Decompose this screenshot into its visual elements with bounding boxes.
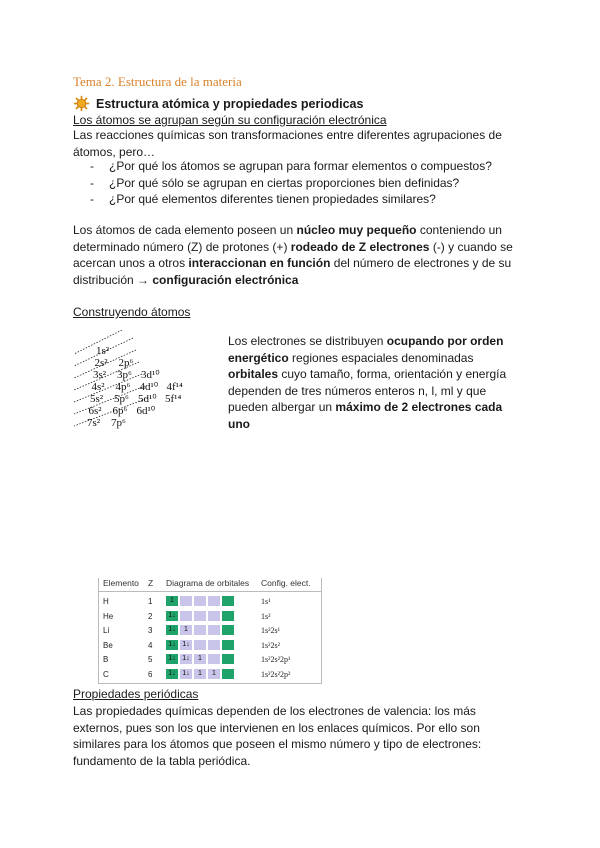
list-item: - ¿Por qué los átomos se agrupan para formar elementos o compuestos? xyxy=(90,159,492,173)
orbital-label: 3s² xyxy=(93,369,107,381)
orbital-box xyxy=(194,596,206,606)
orbital-label: 5s² xyxy=(90,393,104,405)
orbital-label: 6p⁶ xyxy=(112,405,128,417)
atomic-number: 4 xyxy=(148,640,153,650)
intro-paragraph xyxy=(73,127,502,160)
orbital-box: 1 xyxy=(180,625,192,635)
orbital-box: 1 xyxy=(166,596,178,606)
list-item: - ¿Por qué sólo se agrupan en ciertas proporciones bien definidas? xyxy=(90,175,460,190)
orbital-box: 1 xyxy=(194,669,206,679)
orbital-box xyxy=(194,625,206,635)
atomic-number: 6 xyxy=(148,669,153,679)
orbital-label: 3p⁶ xyxy=(117,369,132,381)
atomic-number: 5 xyxy=(148,655,153,664)
orbital-box: 1↓ xyxy=(180,640,192,650)
element-symbol: He xyxy=(103,611,114,621)
orbital-box xyxy=(222,640,234,650)
atomic-number: 2 xyxy=(148,611,153,621)
orbital-box xyxy=(222,611,234,621)
orbital-box xyxy=(208,640,220,650)
orbital-box xyxy=(222,654,234,664)
building-heading: Construyendo átomos xyxy=(73,305,191,319)
orbital-label: 4f¹⁴ xyxy=(166,381,183,393)
table-row xyxy=(98,610,322,624)
aufbau-arrow xyxy=(74,386,145,414)
header-diagram: Diagrama de orbitales xyxy=(166,578,250,588)
orbital-box: 1↓ xyxy=(166,654,178,664)
orbital-table xyxy=(98,578,322,684)
orbital-box xyxy=(208,654,220,664)
orbital-box xyxy=(180,596,192,606)
list-item: - ¿Por qué elementos diferentes tienen propiedades similares? xyxy=(90,192,436,206)
table-row xyxy=(98,639,322,653)
section-title xyxy=(73,95,363,112)
orbital-box xyxy=(194,640,206,650)
orbital-label: 1s² xyxy=(96,345,110,357)
electron-config: 1s²2s²2p² xyxy=(261,669,291,679)
element-symbol: C xyxy=(103,669,109,679)
topic-title: Tema 2. Estructura de la materia xyxy=(73,74,242,89)
element-symbol: Be xyxy=(103,640,113,650)
electron-config: 1s²2s¹ xyxy=(261,626,281,635)
orbital-box: 1↓ xyxy=(180,669,192,679)
orbital-label: 5f¹⁴ xyxy=(165,393,182,405)
orbital-box: 1↓ xyxy=(166,640,178,650)
orbital-box xyxy=(222,596,234,606)
orbital-box: 1 xyxy=(208,669,220,679)
orbital-label: 4d¹⁰ xyxy=(139,381,159,393)
aufbau-diagram xyxy=(70,330,220,430)
periodic-heading: Propiedades periódicas xyxy=(73,687,199,701)
electron-config: 1s² xyxy=(261,611,271,621)
orbital-box: 1 xyxy=(194,654,206,664)
orbital-box xyxy=(208,611,220,621)
orbital-box xyxy=(222,625,234,635)
orbital-label: 2s² xyxy=(94,357,108,369)
orbital-label: 4p⁶ xyxy=(115,381,131,393)
orbital-box xyxy=(222,669,234,679)
orbital-box xyxy=(180,611,192,621)
element-symbol: B xyxy=(103,655,109,664)
intro-line-1: Las reacciones químicas son transformaciones entre diferentes agrupaciones de xyxy=(73,128,502,142)
atomic-number: 1 xyxy=(148,597,153,606)
orbital-label: 6s² xyxy=(88,405,102,417)
header-config: Config. elect. xyxy=(261,578,311,588)
atoms-paragraph: Los átomos de cada elemento poseen un núcleo muy pequeño conteniendo un determinado número (Z) de protones (+) rodeado de Z electrones (-) y cuando se acercan unos a otros interaccionan en función del número de electrones y de su distribución → configuración electrónica xyxy=(73,223,513,287)
electron-config: 1s²2s² xyxy=(261,640,281,650)
orbital-label: 7s² xyxy=(87,417,101,429)
question-list xyxy=(90,158,492,208)
header-z: Z xyxy=(148,578,154,588)
atomic-number: 3 xyxy=(148,626,153,635)
orbital-box: 1↓ xyxy=(180,654,192,664)
section-title-text: Estructura atómica y propiedades periodicas xyxy=(96,96,364,111)
orbital-label: 5d¹⁰ xyxy=(138,393,157,405)
header-element: Elemento xyxy=(103,578,139,588)
building-paragraph: Los electrones se distribuyen ocupando por orden energético regiones espaciales denominadas orbitales cuyo tamaño, forma, orientación y energía dependen de tres números enteros n, l, ml y que pueden albergar un máximo de 2 electrones cada uno xyxy=(228,334,507,431)
orbital-box: 1↓ xyxy=(166,669,178,679)
table-row xyxy=(98,668,322,682)
electron-config: 1s¹ xyxy=(261,597,271,606)
orbital-label: 6d¹⁰ xyxy=(136,405,156,417)
sun-icon xyxy=(73,95,90,112)
orbital-box: 1↓ xyxy=(166,611,178,621)
orbital-label: 7p⁶ xyxy=(111,417,126,429)
element-symbol: Li xyxy=(103,626,110,635)
electron-config: 1s²2s²2p¹ xyxy=(261,655,291,664)
element-symbol: H xyxy=(103,597,109,606)
orbital-box xyxy=(194,611,206,621)
periodic-paragraph: Las propiedades químicas dependen de los electrones de valencia: los más externos, pues son los que intervienen en los enlaces químicos. Por ello son similares para los átomos que poseen el mismo número y tipo de electrones: fundamento de la tabla periódica. xyxy=(73,704,482,768)
orbital-box xyxy=(208,625,220,635)
orbital-label: 4s² xyxy=(91,381,105,393)
orbital-label: 3d¹⁰ xyxy=(141,369,160,381)
table-row xyxy=(98,595,322,609)
intro-line-2: átomos, pero… xyxy=(73,144,156,159)
table-row xyxy=(98,653,322,667)
orbital-label: 5p⁶ xyxy=(114,393,129,405)
orbital-label: 2p⁶ xyxy=(118,357,134,369)
orbital-box: 1↓ xyxy=(166,625,178,635)
subtitle: Los átomos se agrupan según su configuración electrónica xyxy=(73,113,387,127)
table-row xyxy=(98,624,322,638)
orbital-box xyxy=(208,596,220,606)
